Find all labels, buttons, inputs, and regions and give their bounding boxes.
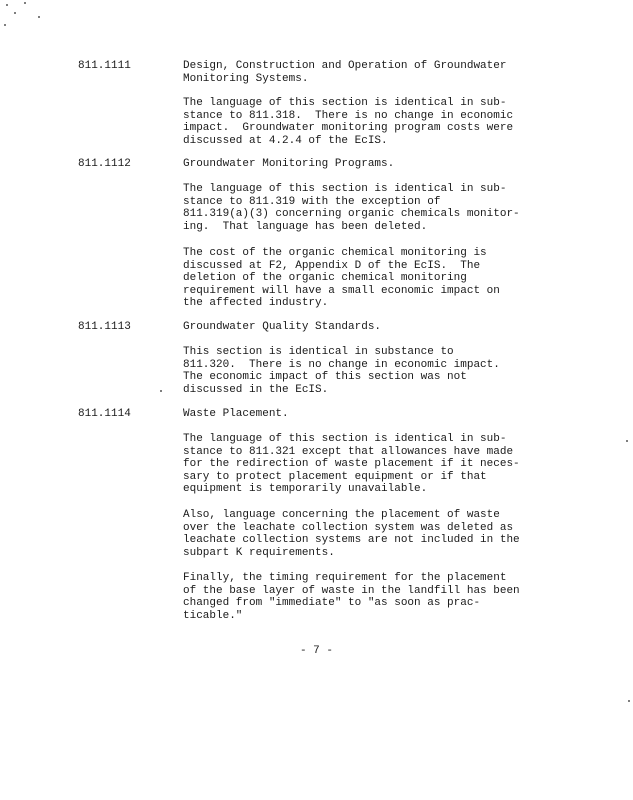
section-number: 811.1114 [78, 408, 131, 420]
scan-speck [626, 440, 628, 442]
scan-speck [24, 2, 26, 4]
section-paragraph: The cost of the organic chemical monitoring is discussed at F2, Appendix D of the EcIS. The deletion of the organic chemical monitoring requirement will have a small economic impact on the affected industry. [183, 247, 500, 310]
page-number: - 7 - [299, 645, 333, 657]
section-number: 811.1112 [78, 158, 131, 170]
section-paragraph: The language of this section is identical in sub- stance to 811.321 except that allowances have made for the redirection of waste placement if it neces- sary to protect placement equipment or if that equipment is temporarily unavailable. [183, 433, 520, 496]
scan-speck [6, 4, 8, 6]
section-paragraph: This section is identical in substance to 811.320. There is no change in economic impact. The economic impact of this section was not discussed in the EcIS. [183, 346, 500, 396]
scan-speck [628, 700, 630, 702]
section-paragraph: Finally, the timing requirement for the placement of the base layer of waste in the landfill has been changed from "immediate" to "as soon as prac- ticable." [183, 572, 520, 622]
scan-speck [14, 12, 16, 14]
section-paragraph: Also, language concerning the placement of waste over the leachate collection system was deleted as leachate collection systems are not included in the subpart K requirements. [183, 509, 520, 559]
section-paragraph: The language of this section is identical in sub- stance to 811.318. There is no change in economic impact. Groundwater monitoring program costs were discussed at 4.2.4 of the EcIS. [183, 97, 514, 147]
scan-speck [160, 390, 162, 392]
section-heading: Design, Construction and Operation of Groundwater Monitoring Systems. [183, 60, 507, 85]
section-number: 811.1113 [78, 321, 131, 333]
section-heading: Groundwater Monitoring Programs. [183, 158, 395, 170]
section-heading: Waste Placement. [183, 408, 289, 420]
section-heading: Groundwater Quality Standards. [183, 321, 382, 333]
section-number: 811.1111 [78, 60, 131, 72]
scan-speck [38, 16, 40, 18]
section-paragraph: The language of this section is identical in sub- stance to 811.319 with the exception of 811.319(a)(3) concerning organic chemicals monitor- ing. That language has been deleted. [183, 183, 520, 233]
scan-speck [4, 24, 6, 26]
